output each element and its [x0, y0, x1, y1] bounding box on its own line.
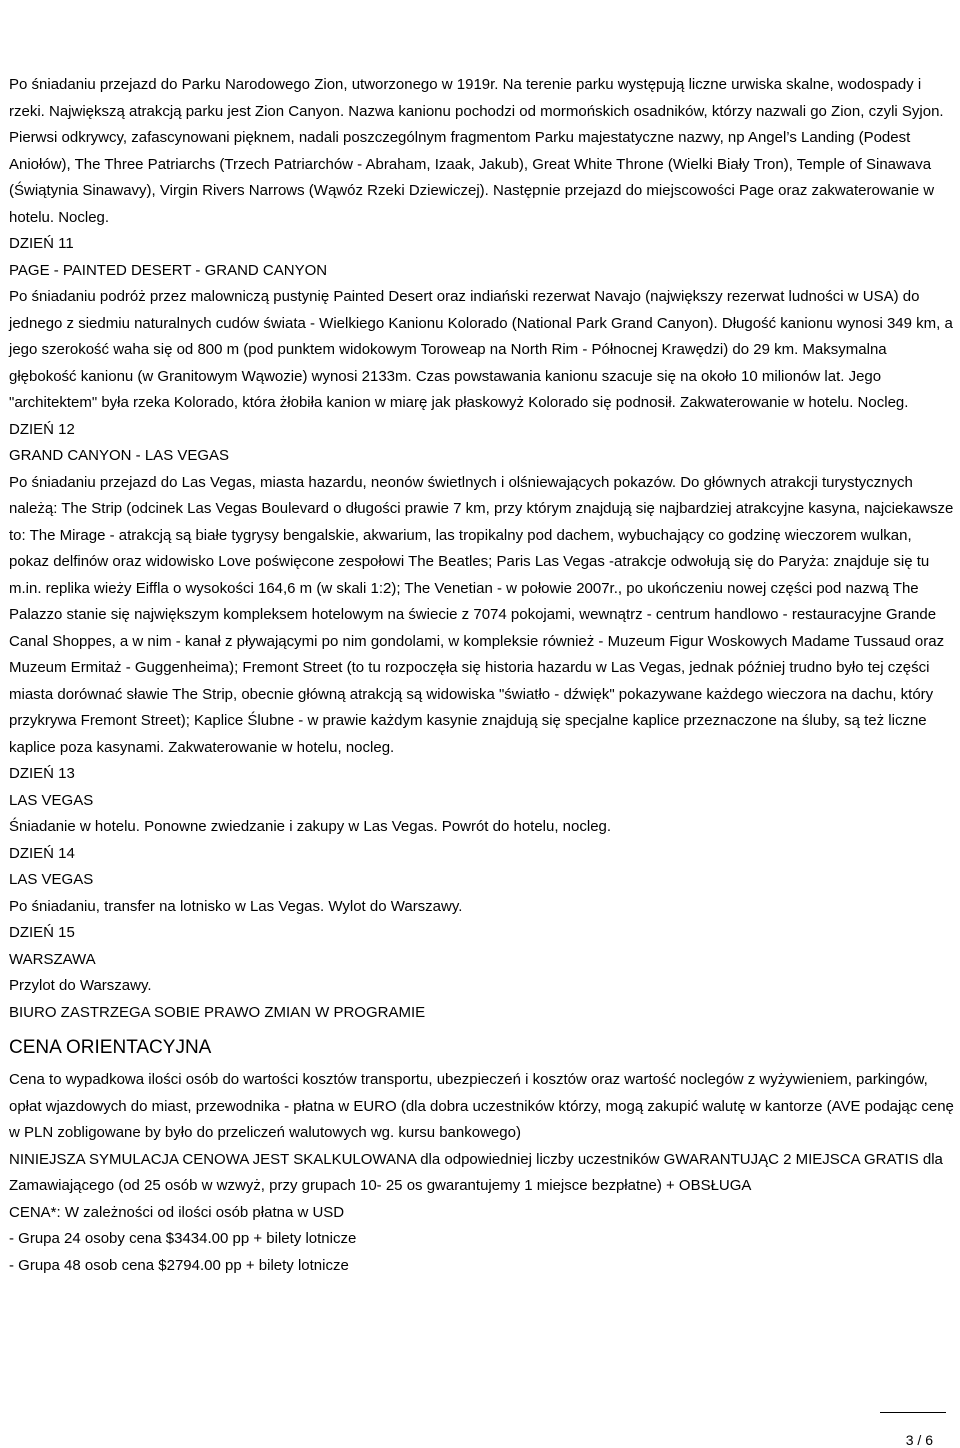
- day-15-label: DZIEŃ 15: [9, 924, 75, 941]
- price-simulation-note: NINIEJSZA SYMULACJA CENOWA JEST SKALKULOWANA dla odpowiedniej liczby uczestników GWARANTUJĄC 2 MIEJSCA GRATIS dla Zamawiającego (od 25 osób w wzwyż, przy grupach 10- 25 os gwarantujemy 1 miejsce bezpłatne) + OBSŁUGA: [9, 1150, 943, 1194]
- day-11-label: DZIEŃ 11: [9, 235, 74, 252]
- day-15-route: WARSZAWA: [9, 950, 96, 968]
- page-number: 3 / 6: [905, 1432, 933, 1448]
- price-description: Cena to wypadkowa ilości osób do wartości kosztów transportu, ubezpieczeń i kosztów oraz wartość noclegów z wyżywieniem, parkingów, opłat wjazdowych do miast, przewodnika - płatna w EURO (dla dobra uczestników którzy, mogą zakupić walutę w kantorze (AVE podając cenę w PLN zobligowane by było do przeliczeń walutowych wg. kursu bankowego): [9, 1071, 954, 1141]
- price-group-24: - Grupa 24 osoby cena $3434.00 pp + bilety lotnicze: [9, 1230, 357, 1247]
- paragraph-day-14: Po śniadaniu, transfer na lotnisko w Las Vegas. Wylot do Warszawy.: [9, 897, 463, 915]
- day-12-label: DZIEŃ 12: [9, 420, 75, 438]
- paragraph-grand-canyon: Po śniadaniu podróż przez malowniczą pustynię Painted Desert oraz indiański rezerwat Navajo (największy rezerwat ludności w USA) do jednego z siedmiu naturalnych cudów świata - Wielkiego Kanionu Kolorado (National Park Grand Canyon). Długość kanionu wynosi 349 km, a jego szerokość waha się od 800 m (pod punktem widokowym Toroweap na North Rim - Północnej Krawędzi) do 29 km. Maksymalna głębokość kanionu (w Granitowym Wąwozie) wynosi 2133m. Czas powstawania kanionu szacuje się na około 10 milionów lat. Jego "architektem" była rzeka Kolorado, która żłobiła kanion w miarę jak płaskowyż Kolorado się podnosił. Zakwaterowanie w hotelu. Nocleg.: [9, 288, 953, 411]
- paragraph-las-vegas: Po śniadaniu przejazd do Las Vegas, miasta hazardu, neonów świetlnych i olśniewających pokazów. Do głównych atrakcji turystycznych należą: The Strip (odcinek Las Vegas Boulevard o długości prawie 7 km, przy którym znajdują się najbardziej atrakcyjne kasyna, najciekawsze to: The Mirage - atrakcją są białe tygrysy bengalskie, akwarium, las tropikalny pod dachem, wybuchający co godzinę wieczorem wulkan, pokaz delfinów oraz widowisko Love poświęcone zespołowi The Beatles; Paris Las Vegas -atrakcje odwołują się do Paryża: znajduje się tu m.in. replika wieży Eiffla o wysokości 164,6 m (w skali 1:2); The Venetian - w połowie 2007r., po ukończeniu nowej części pod nazwą The Palazzo stanie się największym kompleksem hotelowym na świecie z 7074 pokojami, wewnątrz - centrum handlowo - restauracyjne Grande Canal Shoppes, a w nim - kanał z pływającymi po nim gondolami, w kompleksie również - Muzeum Figur Woskowych Madame Tussaud oraz Muzeum Ermitaż - Guggenheima); Fremont Street (to tu rozpoczęła się historia hazardu w Las Vegas, jednak później trudno było tej części miasta dorównać sławie The Strip, obecnie główną atrakcją są widowiska "światło - dźwięk" pokazywane każdego wieczora na dachu, który przykrywa Fremont Street); Kaplice Ślubne - w prawie każdym kasynie znajdują się specjalne kaplice przeznaczone na śluby, są też liczne kaplice poza kasynami. Zakwaterowanie w hotelu, nocleg.: [9, 473, 954, 756]
- price-group-48: - Grupa 48 osob cena $2794.00 pp + bilety lotnicze: [9, 1256, 349, 1274]
- day-13-route: LAS VEGAS: [9, 791, 94, 809]
- document-body: [9, 72, 955, 1279]
- program-disclaimer: BIURO ZASTRZEGA SOBIE PRAWO ZMIAN W PROGRAMIE: [9, 1003, 426, 1021]
- footer-rule: [880, 1412, 946, 1413]
- paragraph-zion: Po śniadaniu przejazd do Parku Narodowego Zion, utworzonego w 1919r. Na terenie parku występują liczne urwiska skalne, wodospady i rzeki. Największą atrakcją parku jest Zion Canyon. Nazwa kanionu pochodzi od mormońskich osadników, którzy nazwali go Zion, czyli Syjon. Pierwsi odkrywcy, zafascynowani pięknem, nadali poszczególnym fragmentom Parku majestatyczne nazwy, np Angel’s Landing (Podest Aniołów), The Three Patriarchs (Trzech Patriarchów - Abraham, Izaak, Jakub), Great White Throne (Wielki Biały Tron), Temple of Sinawava (Świątynia Sinawavy), Virgin Rivers Narrows (Wąwóz Rzeki Dziewiczej). Następnie przejazd do miejscowości Page oraz zakwaterowanie w hotelu. Nocleg.: [9, 76, 944, 226]
- day-12-route: GRAND CANYON - LAS VEGAS: [9, 447, 230, 464]
- paragraph-day-15: Przylot do Warszawy.: [9, 977, 152, 994]
- day-11-route: PAGE - PAINTED DESERT - GRAND CANYON: [9, 261, 328, 279]
- price-heading: CENA ORIENTACYJNA: [9, 1037, 212, 1058]
- day-14-route: LAS VEGAS: [9, 871, 94, 888]
- price-currency-note: CENA*: W zależności od ilości osób płatna w USD: [9, 1203, 345, 1221]
- day-14-label: DZIEŃ 14: [9, 844, 75, 862]
- day-13-label: DZIEŃ 13: [9, 765, 75, 782]
- paragraph-day-13: Śniadanie w hotelu. Ponowne zwiedzanie i zakupy w Las Vegas. Powrót do hotelu, nocleg.: [9, 818, 612, 835]
